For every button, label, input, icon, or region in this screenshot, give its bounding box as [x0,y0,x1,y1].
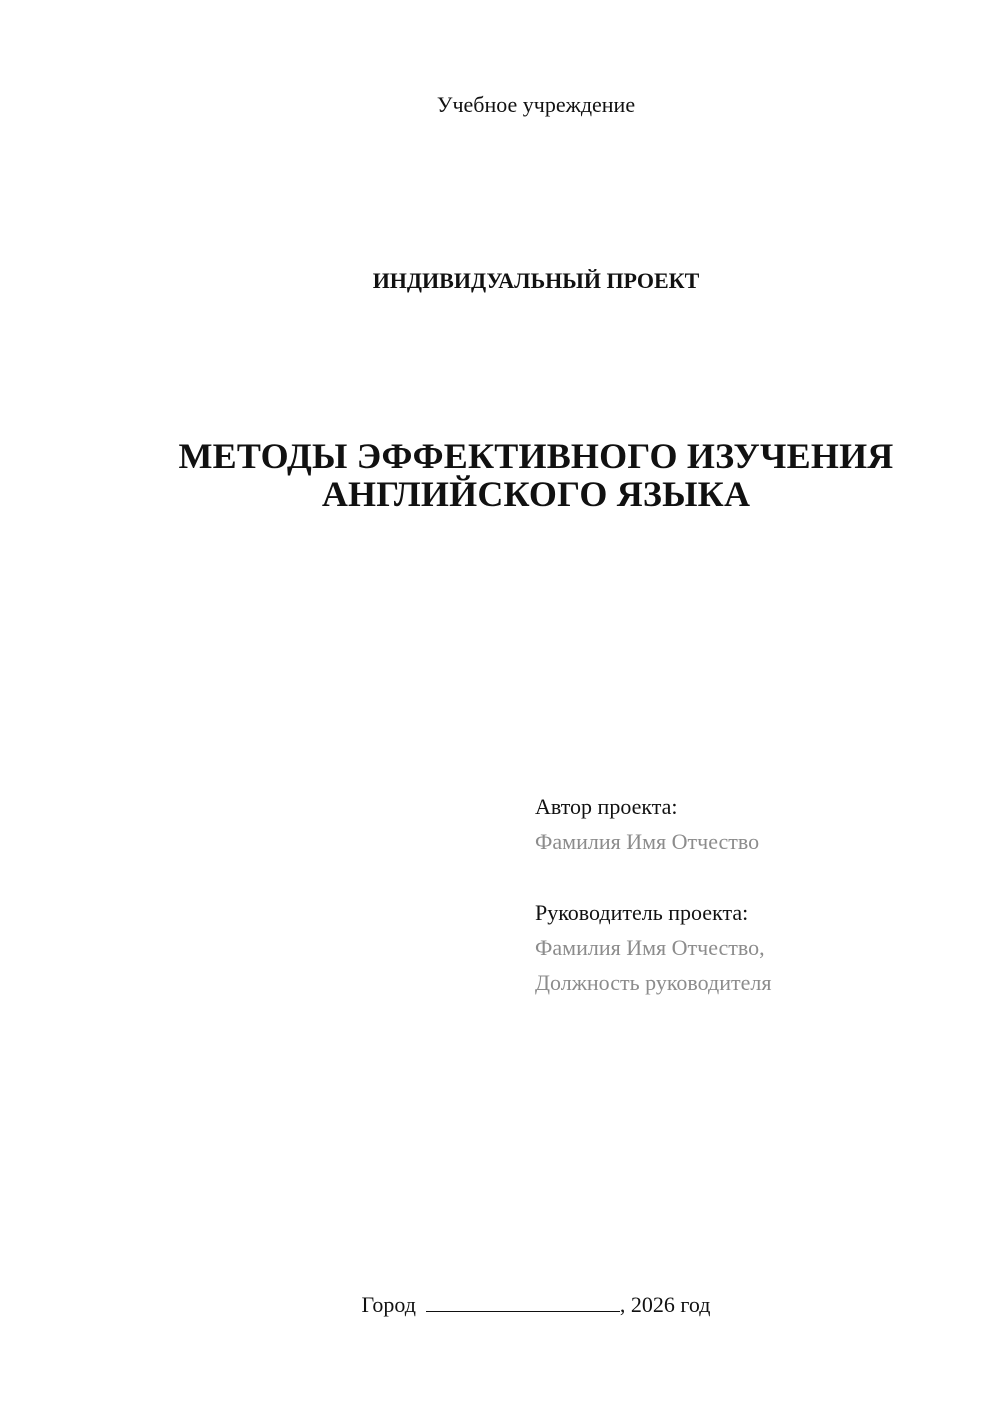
project-title-line-1: МЕТОДЫ ЭФФЕКТИВНОГО ИЗУЧЕНИЯ [178,436,894,476]
supervisor-name-placeholder: Фамилия Имя Отчество, [535,935,765,960]
supervisor-label: Руководитель проекта: [535,900,749,925]
spacer [535,859,965,895]
city-year-line [0,1291,1000,1318]
project-info-block [535,789,965,1000]
project-title [100,437,972,513]
institution-name: Учебное учреждение [436,92,636,117]
year-text: , 2026 год [619,1292,711,1317]
author-label: Автор проекта: [535,794,678,819]
author-name-placeholder: Фамилия Имя Отчество [535,829,760,854]
supervisor-position-placeholder: Должность руководителя [535,970,772,995]
city-blank-line [426,1291,620,1312]
city-label: Город [361,1292,416,1317]
project-title-line-2: АНГЛИЙСКОГО ЯЗЫКА [321,474,751,514]
project-type: ИНДИВИДУАЛЬНЫЙ ПРОЕКТ [372,268,700,293]
